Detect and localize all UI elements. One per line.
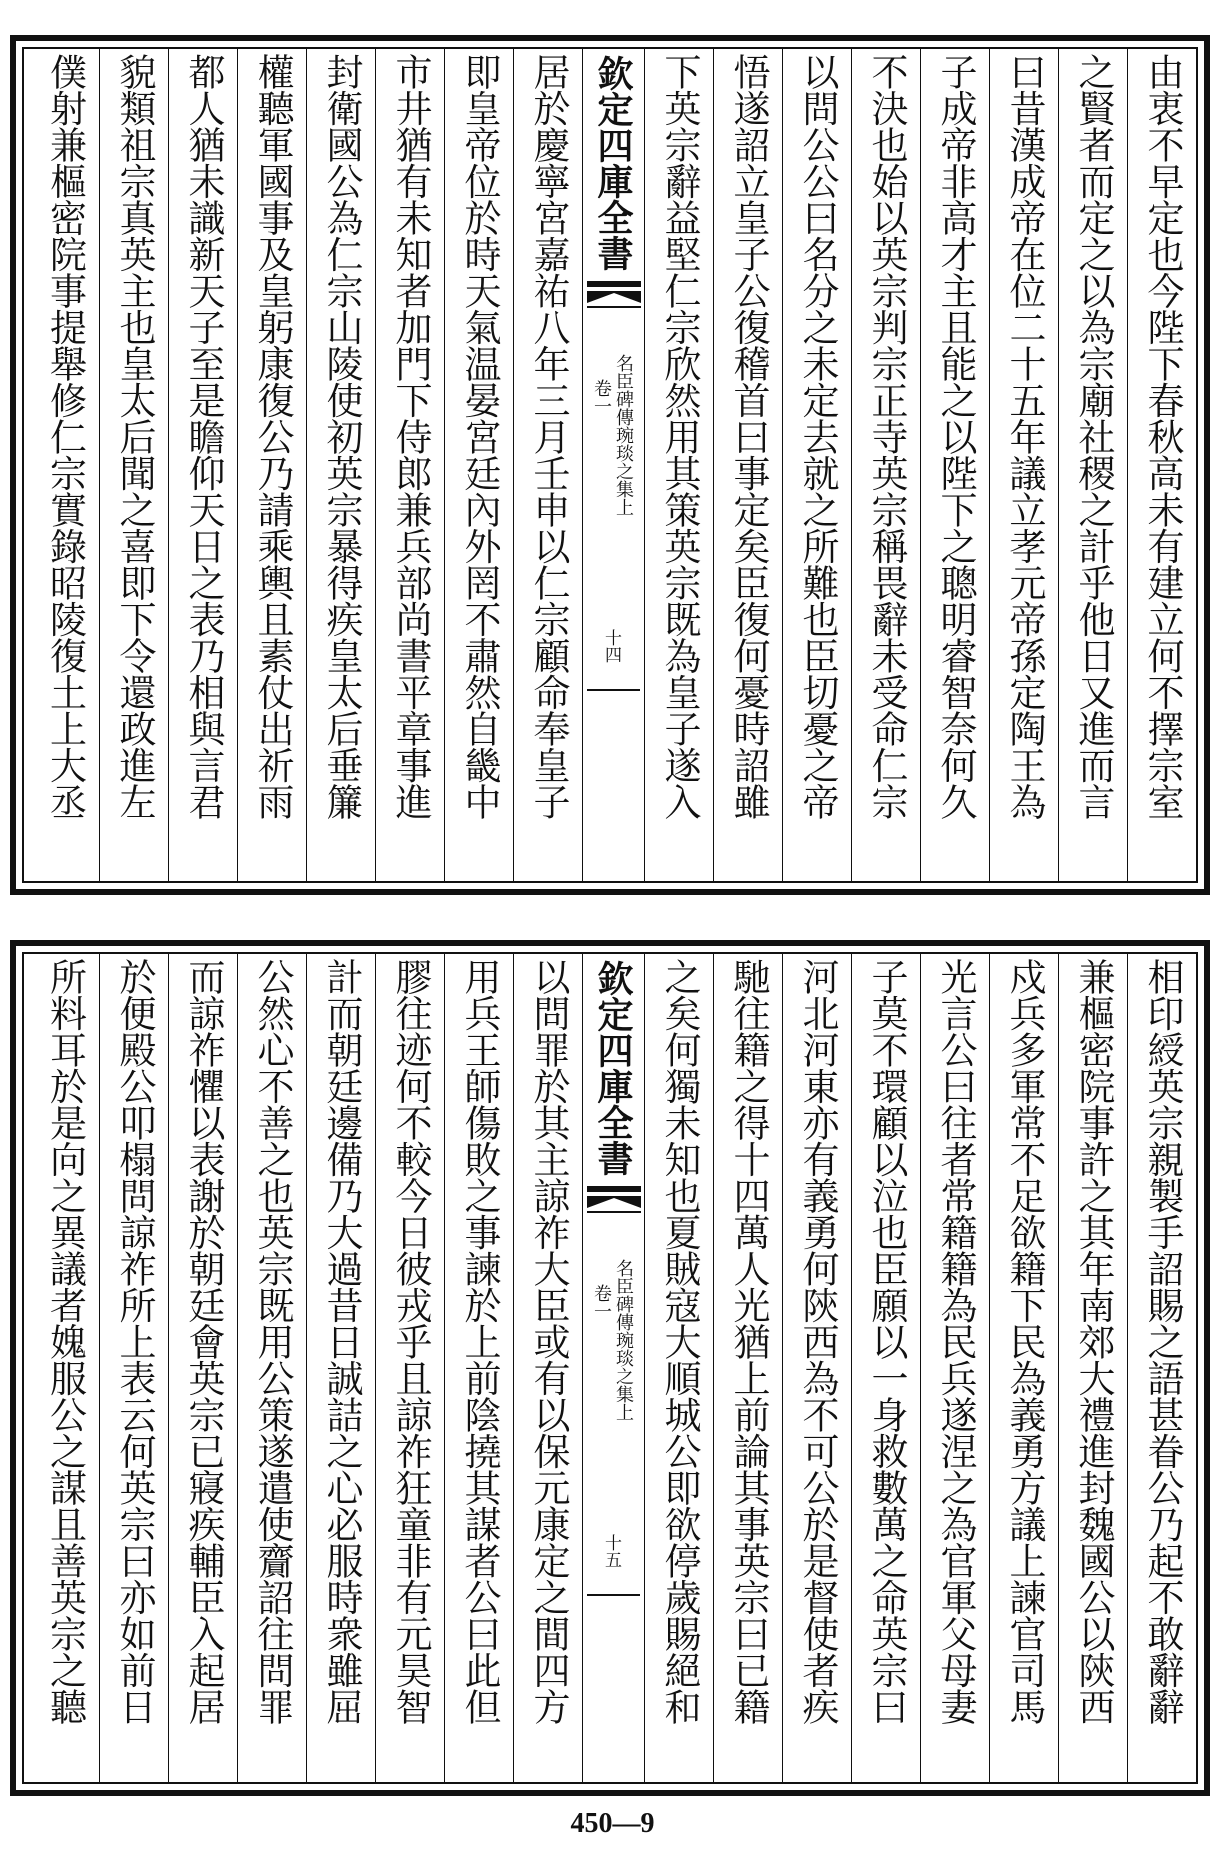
fishtail-mark-icon [583, 1186, 644, 1242]
text-column [99, 954, 168, 1782]
page-top [10, 35, 1210, 895]
column-text: 所料耳於是向之異議者媿服公之謀且善英宗之聽 [43, 958, 87, 1725]
text-column [713, 954, 782, 1782]
column-text: 以問罪於其主諒祚大臣或有以保元康定之間四方 [527, 958, 570, 1725]
column-text: 由衷不早定也今陛下春秋高未有建立何不擇宗室 [1141, 53, 1184, 820]
column-text: 計而朝廷邊備乃大過昔日誠詰之心必服時衆雖屈 [320, 958, 363, 1725]
collection-title: 名臣碑傳琬琰之集上 [613, 354, 634, 516]
column-text: 戍兵多軍常不足欲籍下民為義勇方議上諫官司馬 [1003, 958, 1046, 1725]
page-bottom-frame [22, 952, 1198, 1784]
column-text: 而諒祚懼以表謝於朝廷會英宗已寢疾輔臣入起居 [182, 958, 225, 1725]
column-text: 曰昔漢成帝在位二十五年議立孝元帝孫定陶王為 [1003, 53, 1046, 820]
text-column [1058, 49, 1127, 881]
column-text: 之賢者而定之以為宗廟社稷之計乎他日又進而言 [1072, 53, 1115, 820]
text-column [30, 49, 99, 881]
text-column [1127, 49, 1196, 881]
fishtail-mark-icon [583, 281, 644, 337]
text-column [375, 49, 444, 881]
text-column [513, 954, 582, 1782]
text-column [306, 49, 375, 881]
text-column [444, 954, 513, 1782]
center-rule [587, 689, 640, 691]
book-title: 欽定四庫全書 [592, 960, 634, 1176]
column-text: 即皇帝位於時天氣温晏宮廷內外罔不肅然自畿中 [458, 53, 501, 820]
text-column [30, 954, 99, 1782]
text-column [99, 49, 168, 881]
folio-number: 十五 [601, 1534, 621, 1568]
column-text: 僕射兼樞密院事提舉修仁宗實錄昭陵復土上大丞 [43, 53, 87, 820]
page-top-columns [24, 49, 1196, 881]
column-text: 光言公曰往者常籍籍為民兵遂涅之為官軍父母妻 [934, 958, 977, 1725]
text-column [237, 954, 306, 1782]
text-column [1058, 954, 1127, 1782]
text-column [989, 954, 1058, 1782]
text-column [237, 49, 306, 881]
folio-number: 十四 [601, 629, 621, 663]
column-text: 用兵王師傷敗之事諫於上前陰撓其謀者公曰此但 [458, 958, 501, 1725]
column-text: 於便殿公叩榻問諒祚所上表云何英宗曰亦如前日 [113, 958, 156, 1725]
text-column [168, 49, 237, 881]
center-fold-column [582, 954, 644, 1782]
column-text: 下英宗辭益堅仁宗欣然用其策英宗既為皇子遂入 [658, 53, 701, 820]
text-column [920, 49, 989, 881]
page-bottom-columns [24, 954, 1196, 1782]
column-text: 不決也始以英宗判宗正寺英宗稱畏辭未受命仁宗 [865, 53, 908, 820]
text-column [444, 49, 513, 881]
column-text: 公然心不善之也英宗既用公策遂遣使齎詔往問罪 [251, 958, 294, 1725]
text-column [782, 954, 851, 1782]
column-text: 河北河東亦有義勇何陝西為不可公於是督使者疾 [796, 958, 839, 1725]
text-column [713, 49, 782, 881]
volume-label: 卷一 [591, 1284, 612, 1320]
column-text: 膠往迹何不較今日彼戎乎且諒祚狂童非有元昊智 [389, 958, 432, 1725]
column-text: 子成帝非高才主且能之以陛下之聰明睿智奈何久 [934, 53, 977, 820]
page-number: 450—9 [570, 1808, 655, 1839]
column-text: 都人猶未識新天子至是瞻仰天日之表乃相與言君 [182, 53, 225, 820]
text-column [375, 954, 444, 1782]
center-rule [587, 1594, 640, 1596]
page-bottom [10, 940, 1210, 1796]
book-title: 欽定四庫全書 [592, 55, 634, 271]
text-column [644, 954, 713, 1782]
text-column [1127, 954, 1196, 1782]
column-text: 馳往籍之得十四萬人光猶上前論其事英宗曰已籍 [727, 958, 770, 1725]
column-text: 兼樞密院事許之其年南郊大禮進封魏國公以陝西 [1072, 958, 1115, 1725]
column-text: 貌類祖宗真英主也皇太后聞之喜即下令還政進左 [113, 53, 156, 820]
column-text: 封衛國公為仁宗山陵使初英宗暴得疾皇太后垂簾 [320, 53, 363, 820]
column-text: 居於慶寧宮嘉祐八年三月壬申以仁宗顧命奉皇子 [527, 53, 570, 820]
center-fold-column [582, 49, 644, 881]
text-column [513, 49, 582, 881]
column-text: 之矣何獨未知也夏賊寇大順城公即欲停歲賜絕和 [658, 958, 701, 1725]
column-text: 子莫不環顧以泣也臣願以一身救數萬之命英宗曰 [865, 958, 908, 1725]
column-text: 權聽軍國事及皇躬康復公乃請乘輿且素仗出祈雨 [251, 53, 294, 820]
text-column [851, 954, 920, 1782]
column-text: 悟遂詔立皇子公復稽首曰事定矣臣復何憂時詔雖 [727, 53, 770, 820]
volume-label: 卷一 [591, 379, 612, 415]
text-column [782, 49, 851, 881]
text-column [920, 954, 989, 1782]
text-column [989, 49, 1058, 881]
column-text: 相印綬英宗親製手詔賜之語甚眷公乃起不敢辭辭 [1141, 958, 1184, 1725]
text-column [306, 954, 375, 1782]
text-column [168, 954, 237, 1782]
column-text: 以問公公曰名分之未定去就之所難也臣切憂之帝 [796, 53, 839, 820]
collection-title: 名臣碑傳琬琰之集上 [613, 1259, 634, 1421]
text-column [851, 49, 920, 881]
text-column [644, 49, 713, 881]
page-top-frame [22, 47, 1198, 883]
column-text: 市井猶有未知者加門下侍郎兼兵部尚書平章事進 [389, 53, 432, 820]
